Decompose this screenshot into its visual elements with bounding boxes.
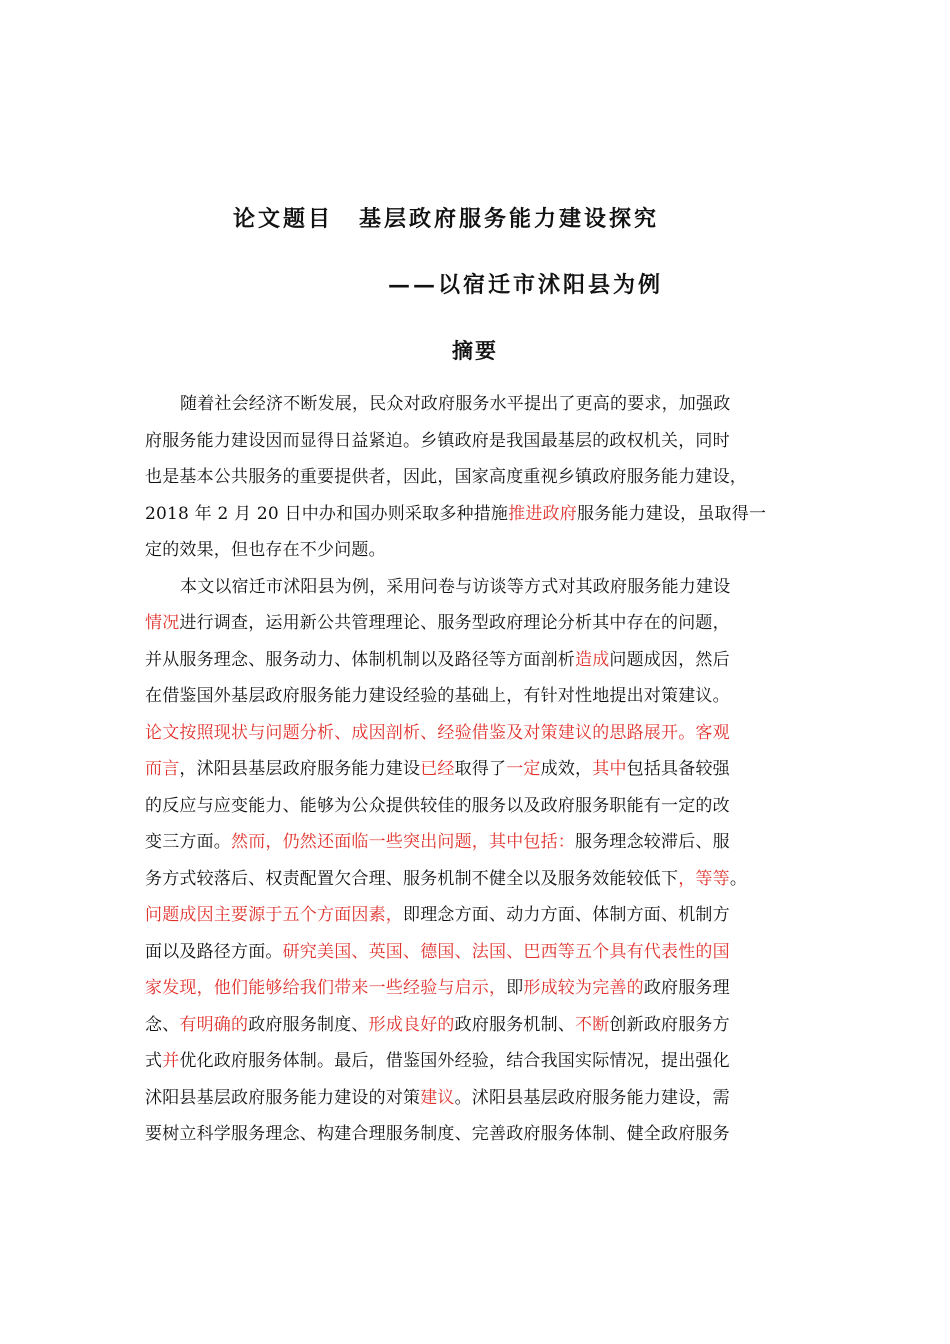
title-main-text: 基层政府服务能力建设探究	[359, 206, 660, 232]
text-segment: 取得了	[454, 759, 507, 779]
text-segment: 即	[506, 978, 524, 998]
text-segment: 2018 年 2 月 20 日中办和国办则采取多种措施	[145, 503, 509, 524]
text-segment: 并从服务理念、服务动力、体制机制以及路径等方面剖析	[145, 649, 575, 670]
text-segment: 式	[145, 1051, 163, 1071]
highlighted-text: 推进政府	[508, 503, 577, 524]
abstract-line	[145, 1116, 815, 1153]
abstract-line	[145, 751, 815, 788]
abstract-line	[145, 605, 815, 642]
abstract-line	[145, 678, 815, 715]
text-segment: 即理念方面、动力方面、体制方面、机制方	[403, 905, 730, 925]
highlighted-text: 形成较为完善的	[523, 978, 644, 998]
abstract-line	[145, 934, 815, 971]
paper-title	[233, 202, 659, 233]
abstract-line	[145, 496, 815, 533]
highlighted-text: 家发现，他们能够给我们带来一些经验与启示，	[145, 978, 507, 998]
highlighted-text: 不断	[575, 1014, 610, 1035]
text-segment: 的反应与应变能力、能够为公众提供较佳的服务以及政府服务职能有一定的改	[145, 795, 730, 816]
text-segment: 成效，	[540, 759, 593, 779]
text-segment: 优化政府服务体制。最后，借鉴国外经验，结合我国实际情况，提出强化	[179, 1051, 730, 1071]
title-label: 论文题目	[233, 206, 334, 232]
highlighted-text: 其中	[592, 759, 627, 779]
abstract-line	[145, 642, 815, 679]
abstract-line	[145, 459, 815, 496]
text-segment: 政府服务机制、	[454, 1014, 576, 1035]
highlighted-text: 情况	[145, 613, 180, 633]
text-segment: 政府服务理	[643, 978, 730, 998]
abstract-line	[145, 897, 815, 934]
highlighted-text: 并	[162, 1051, 180, 1071]
text-segment: 府服务能力建设因而显得日益紧迫。乡镇政府是我国最基层的政权机关，同时	[145, 430, 730, 451]
abstract-line	[145, 861, 815, 898]
abstract-line	[145, 1007, 815, 1044]
text-segment: 要树立科学服务理念、构建合理服务制度、完善政府服务体制、健全政府服务	[145, 1124, 730, 1144]
abstract-line	[145, 1080, 815, 1117]
abstract-line	[145, 715, 815, 752]
text-segment: 沭阳县基层政府服务能力建设的对策	[145, 1087, 421, 1108]
text-segment: 进行调查，运用新公共管理理论、服务型政府理论分析其中存在的问题，	[179, 613, 730, 633]
highlighted-text: 有明确的	[179, 1014, 249, 1035]
highlighted-text: 问题成因主要源于五个方面因素，	[145, 905, 403, 925]
text-segment: ，沭阳县基层政府服务能力建设	[179, 759, 421, 779]
abstract-line	[145, 423, 815, 460]
highlighted-text: 建议	[420, 1087, 455, 1108]
text-segment: 变三方面。	[145, 832, 231, 852]
highlighted-text: 研究美国、英国、德国、法国、巴西等五个具有代表性的国	[282, 941, 730, 962]
text-segment: 政府服务制度、	[248, 1014, 369, 1035]
highlighted-text: 造成	[575, 649, 610, 670]
abstract-body	[145, 386, 815, 1153]
abstract-line	[145, 386, 815, 423]
abstract-line	[145, 569, 815, 606]
text-segment: 务方式较落后、权责配置欠合理、服务机制不健全以及服务效能较低下	[145, 868, 679, 889]
text-segment: 包括具备较强	[626, 759, 730, 779]
highlighted-text: 一定	[506, 759, 541, 779]
abstract-heading: 摘要	[452, 338, 498, 363]
text-segment: 本文以宿迁市沭阳县为例，采用问卷与访谈等方式对其政府服务能力建设	[180, 576, 731, 597]
paper-subtitle: ——以宿迁市沭阳县为例	[388, 272, 664, 298]
text-segment: 问题成因，然后	[609, 649, 730, 670]
abstract-line	[145, 970, 815, 1007]
highlighted-text: 然而，仍然还面临一些突出问题，其中包括：	[231, 832, 575, 852]
text-segment: 也是基本公共服务的重要提供者，因此，国家高度重视乡镇政府服务能力建设，	[145, 467, 747, 487]
text-segment: 念、	[145, 1014, 180, 1035]
abstract-line	[145, 824, 815, 861]
text-segment: 服务理念较滞后、服	[575, 832, 730, 852]
abstract-line	[145, 788, 815, 825]
highlighted-text: ，等等	[678, 868, 730, 889]
text-segment: 。	[729, 868, 748, 889]
highlighted-text: 而言	[145, 759, 180, 779]
text-segment: 服务能力建设，虽取得一	[576, 503, 767, 524]
text-segment: 。沭阳县基层政府服务能力建设，需	[454, 1087, 730, 1108]
text-segment: 在借鉴国外基层政府服务能力建设经验的基础上，有针对性地提出对策建议。	[145, 686, 730, 706]
abstract-line	[145, 532, 815, 569]
text-segment: 定的效果，但也存在不少问题。	[145, 540, 386, 560]
highlighted-text: 已经	[420, 759, 455, 779]
text-segment: 创新政府服务方	[609, 1014, 730, 1035]
highlighted-text: 形成良好的	[368, 1014, 455, 1035]
text-segment: 随着社会经济不断发展，民众对政府服务水平提出了更高的要求，加强政	[180, 394, 731, 414]
abstract-line	[145, 1043, 815, 1080]
text-segment: 面以及路径方面。	[145, 941, 283, 962]
highlighted-text: 论文按照现状与问题分析、成因剖析、经验借鉴及对策建议的思路展开。客观	[145, 722, 730, 743]
